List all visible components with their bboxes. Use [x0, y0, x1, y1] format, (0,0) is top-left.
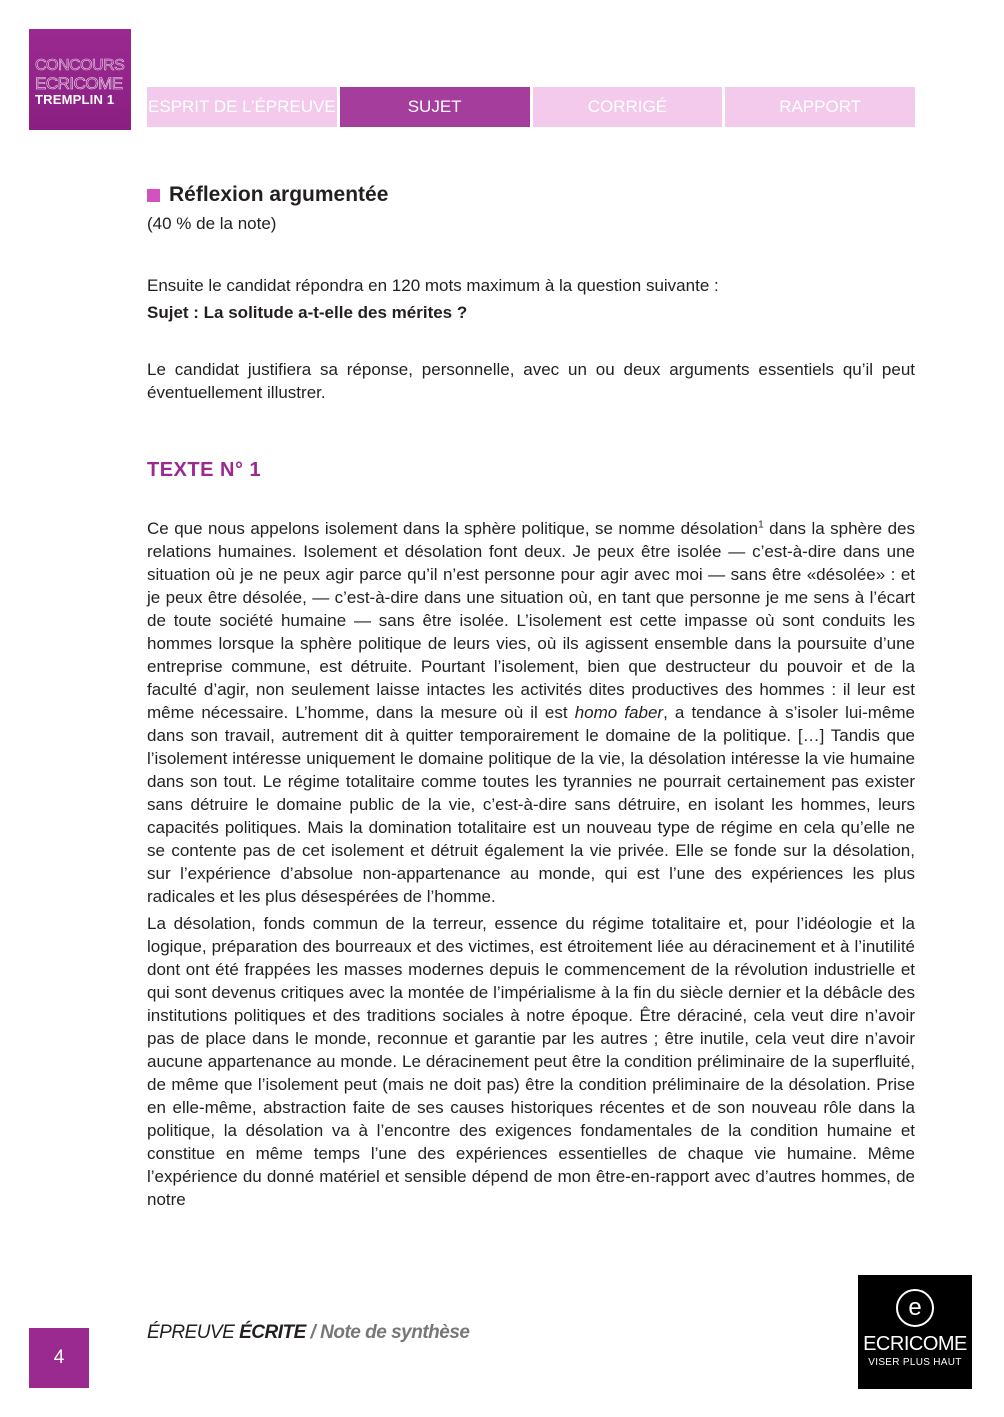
logo-ecricome: ECRICOME: [35, 74, 123, 93]
tab-esprit[interactable]: ESPRIT DE L’ÉPREUVE: [147, 87, 337, 127]
section-title: Réflexion argumentée: [169, 183, 389, 206]
footnote-ref: 1: [758, 519, 764, 531]
e-logo-icon: e: [896, 1289, 934, 1327]
subject-text: Sujet : La solitude a-t-elle des mérites ?: [147, 303, 468, 322]
texte-title: TEXTE N° 1: [147, 459, 262, 481]
ecricome-brand-logo: [858, 1275, 972, 1389]
texte-body: [147, 517, 915, 1211]
footer-label: ÉPREUVE ÉCRITE / Note de synthèse: [147, 1322, 470, 1343]
main-content: [147, 180, 915, 1215]
page-number: 4: [29, 1328, 89, 1388]
section-note: (40 % de la note): [147, 214, 277, 233]
intro-text: Ensuite le candidat répondra en 120 mots maximum à la question suivante :: [147, 276, 719, 295]
texte-paragraph-2: La désolation, fonds commun de la terreur, essence du régime totalitaire et, pour l’idéologie et la logique, préparation des bourreaux et des victimes, est étroitement liée au déracinement et à l’inutilité dont ont été frappées les masses modernes depuis le commencement de la révolution industrielle et qui sont devenus critiques avec la montée de l’impérialisme à la fin du siècle dernier et la débâcle des institutions politiques et des traditions sociales à notre époque. Être déraciné, cela veut dire n’avoir pas de place dans le monde, reconnue et garantie par les autres ; être inutile, cela veut dire n’avoir aucune appartenance au monde. Le déracinement peut être la condition préliminaire de la superfluité, de même que l’isolement peut (mais ne doit pas) être la condition préliminaire de la désolation. Prise en elle-même, abstraction faite de ses causes historiques récentes et de son nouveau rôle dans la politique, la désolation va à l’encontre des exigences fondamentales de la condition humaine et constitue en même temps l’une des expériences essentielles de chaque vie humaine. Même l’expérience du donné matériel et sensible dépend de mon être-en-rapport avec d’autres hommes, de notre: [147, 914, 915, 1209]
justification-text: Le candidat justifiera sa réponse, personnelle, avec un ou deux arguments essentiels qu’il peut éventuellement illustrer.: [147, 360, 915, 402]
square-bullet-icon: [147, 189, 160, 202]
texte-paragraph-1: Ce que nous appelons isolement dans la sphère politique, se nomme désolation$^1$ dans la sphère des relations humaines. Isolement et désolation font deux. Je peux être isolée — c’est-à-dire dans une situation où je ne peux agir parce qu’il n’est personne pour agir avec moi — sans être «désolée» : et je peux être désolée, — c’est-à-dire dans une situation où, en tant que personne je me sens à l’écart de toute société humaine — sans être isolée. L’isolement est cette impasse où sont conduits les hommes lorsque la sphère politique de leurs vies, où ils agissent ensemble dans la poursuite d’une entreprise commune, est détruite. Pourtant l’isolement, bien que destructeur du pouvoir et de la faculté d’agir, non seulement laisse intactes les activités dites productives des hommes : il leur est même nécessaire. L’homme, dans la mesure où il est homo faber, a tendance à s’isoler lui-même dans son travail, autrement dit à quitter temporairement le domaine de la politique. […] Tandis que l’isolement intéresse uniquement le domaine politique de la vie, la désolation intéresse la vie humaine dans son tout. Le régime totalitaire comme toutes les tyrannies ne pourrait certainement pas exister sans détruire le domaine public de la vie, c’est-à-dire sans détruire, en isolant les hommes, leurs capacités politiques. Mais la domination totalitaire est un nouveau type de régime en cela qu’elle ne se contente pas de cet isolement et détruit également la vie privée. Elle se fonde sur la désolation, sur l’expérience d’absolue non-appartenance au monde, qui est l’une des expériences les plus radicales et les plus désespérées de l’homme.: [147, 519, 915, 906]
brand-name: ECRICOME: [863, 1333, 967, 1355]
logo-concours: CONCOURS: [35, 57, 125, 74]
brand-tagline: VISER PLUS HAUT: [868, 1357, 962, 1368]
tab-rapport[interactable]: RAPPORT: [725, 87, 915, 127]
section-tabs: [147, 87, 915, 127]
logo-tremplin: TREMPLIN 1: [35, 92, 115, 107]
concours-logo: [29, 29, 131, 130]
tab-sujet[interactable]: SUJET: [340, 87, 530, 127]
section-heading: [147, 180, 915, 210]
tab-corrige[interactable]: CORRIGÉ: [533, 87, 723, 127]
